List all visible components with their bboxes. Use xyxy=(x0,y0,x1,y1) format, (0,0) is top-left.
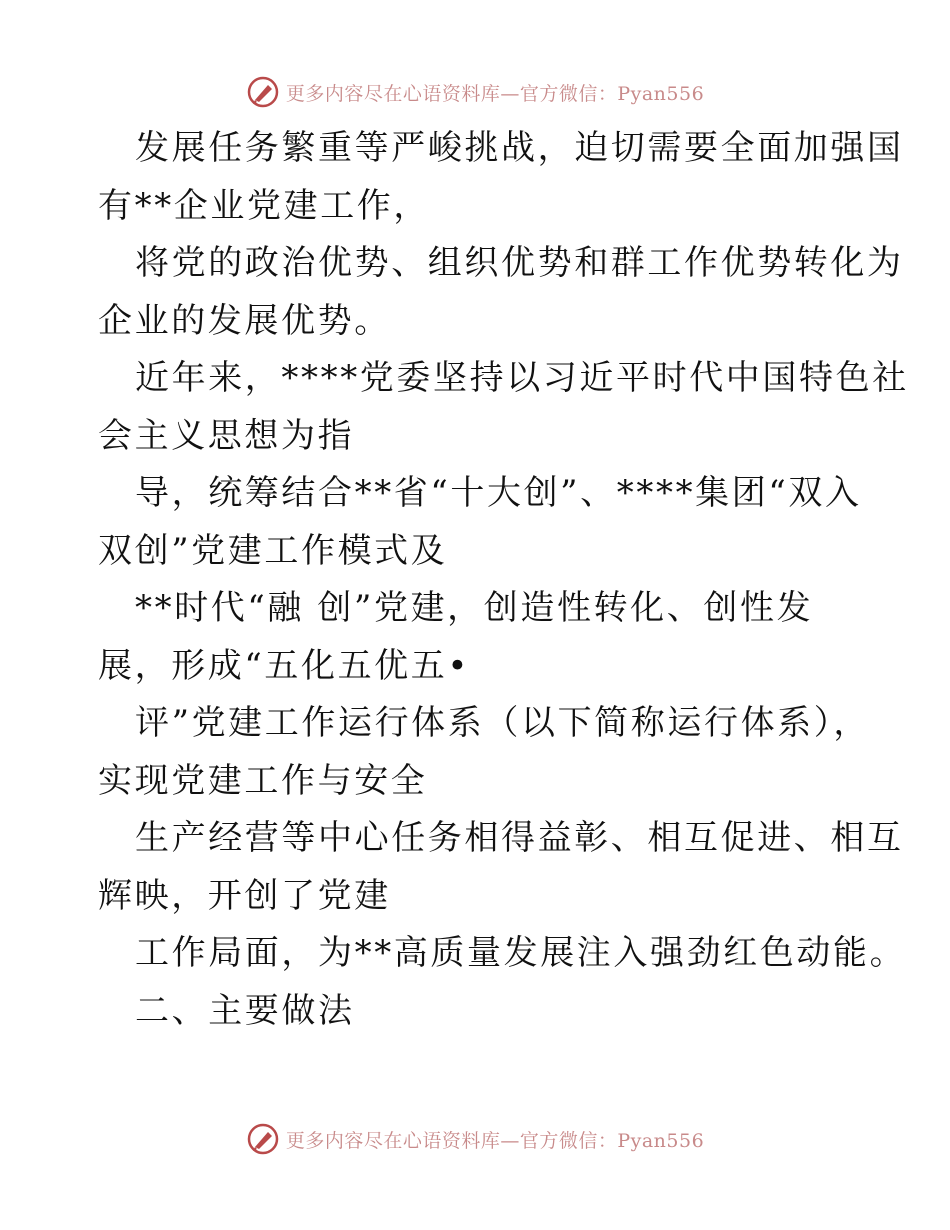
text-line: 企业的发展优势。 xyxy=(98,300,391,341)
text-line: 双创”党建工作模式及 xyxy=(98,530,448,571)
text-line: 会主义思想为指 xyxy=(98,415,355,456)
text-line: 有**企业党建工作， xyxy=(98,185,430,226)
text-line: 实现党建工作与安全 xyxy=(98,760,428,801)
footer-watermark xyxy=(0,1119,950,1159)
watermark-text: 更多内容尽在心语资料库—官方微信：Pyan556 xyxy=(285,1129,705,1152)
text-line: 导，统筹结合**省“十大创”、****集团“双入 xyxy=(135,473,862,513)
text-line: 将党的政治优势、组织优势和群工作优势转化为 xyxy=(135,243,904,283)
text-line: 辉映，开创了党建 xyxy=(98,875,391,916)
text-line: 展，形成“五化五优五• xyxy=(98,645,471,686)
watermark-text: 更多内容尽在心语资料库—官方微信：Pyan556 xyxy=(285,82,705,105)
text-line: 生产经营等中心任务相得益彰、相互促进、相互 xyxy=(135,818,904,858)
text-line: 评”党建工作运行体系（以下简称运行体系）， xyxy=(135,703,870,743)
pen-logo-icon xyxy=(246,1122,280,1156)
document-body xyxy=(98,120,909,1040)
text-line: 发展任务繁重等严峻挑战，迫切需要全面加强国 xyxy=(135,128,904,168)
header-watermark xyxy=(0,72,950,112)
text-line: 近年来，****党委坚持以习近平时代中国特色社 xyxy=(135,358,909,398)
text-line: **时代“融 创”党建，创造性转化、创性发 xyxy=(135,588,814,628)
text-line: 工作局面，为**高质量发展注入强劲红色动能。 xyxy=(135,933,907,973)
section-heading: 二、主要做法 xyxy=(135,990,355,1031)
pen-logo-icon xyxy=(246,75,280,109)
